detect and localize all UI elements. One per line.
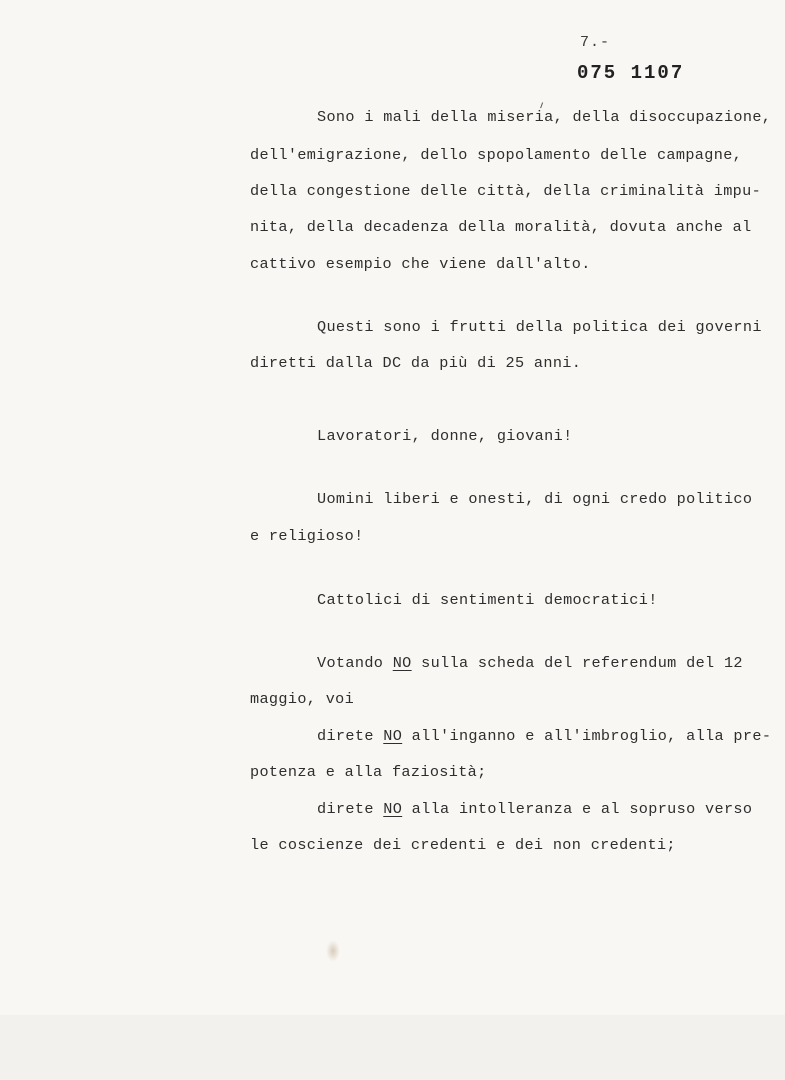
appeal-free-men-line-2: e religioso! [250,527,364,545]
clause-2-line-1 [317,800,752,818]
clause-2-prefix: direte [317,800,384,818]
voting-prefix: Votando [317,654,393,672]
voting-line-1 [317,654,743,672]
paragraph-2-line-1: Questi sono i frutti della politica dei governi [317,318,762,336]
paragraph-1-line-2: dell'emigrazione, dello spopolamento delle campagne, [250,146,743,164]
clause-1-line-1 [317,727,771,745]
document-code: 075 1107 [577,62,685,84]
clause-1-line-2: potenza e alla faziosità; [250,763,487,781]
clause-1-rest: all'inganno e all'imbroglio, alla pre- [402,727,772,745]
clause-1-prefix: direte [317,727,384,745]
paragraph-1-line-1: Sono i mali della miseria, della disoccupazione, [317,108,772,126]
page-number: 7.- [580,34,611,51]
no-underlined: NO [392,654,412,672]
voting-line-2: maggio, voi [250,690,355,708]
no-underlined: NO [383,800,403,818]
clause-2-rest: alla intolleranza e al sopruso verso [402,800,753,818]
appeal-free-men-line-1: Uomini liberi e onesti, di ogni credo politico [317,490,753,508]
scan-background [0,1015,785,1080]
paragraph-2-line-2: diretti dalla DC da più di 25 anni. [250,354,582,372]
paragraph-1-line-5: cattivo esempio che viene dall'alto. [250,255,591,273]
no-underlined: NO [383,727,403,745]
paper-smudge [326,940,340,962]
paragraph-1-line-3: della congestione delle città, della criminalità impu- [250,182,762,200]
appeal-workers: Lavoratori, donne, giovani! [317,427,573,445]
paragraph-1-line-4: nita, della decadenza della moralità, dovuta anche al [250,218,752,236]
appeal-catholics: Cattolici di sentimenti democratici! [317,591,658,609]
voting-rest: sulla scheda del referendum del 12 [411,654,743,672]
clause-2-line-2: le coscienze dei credenti e dei non credenti; [250,836,676,854]
